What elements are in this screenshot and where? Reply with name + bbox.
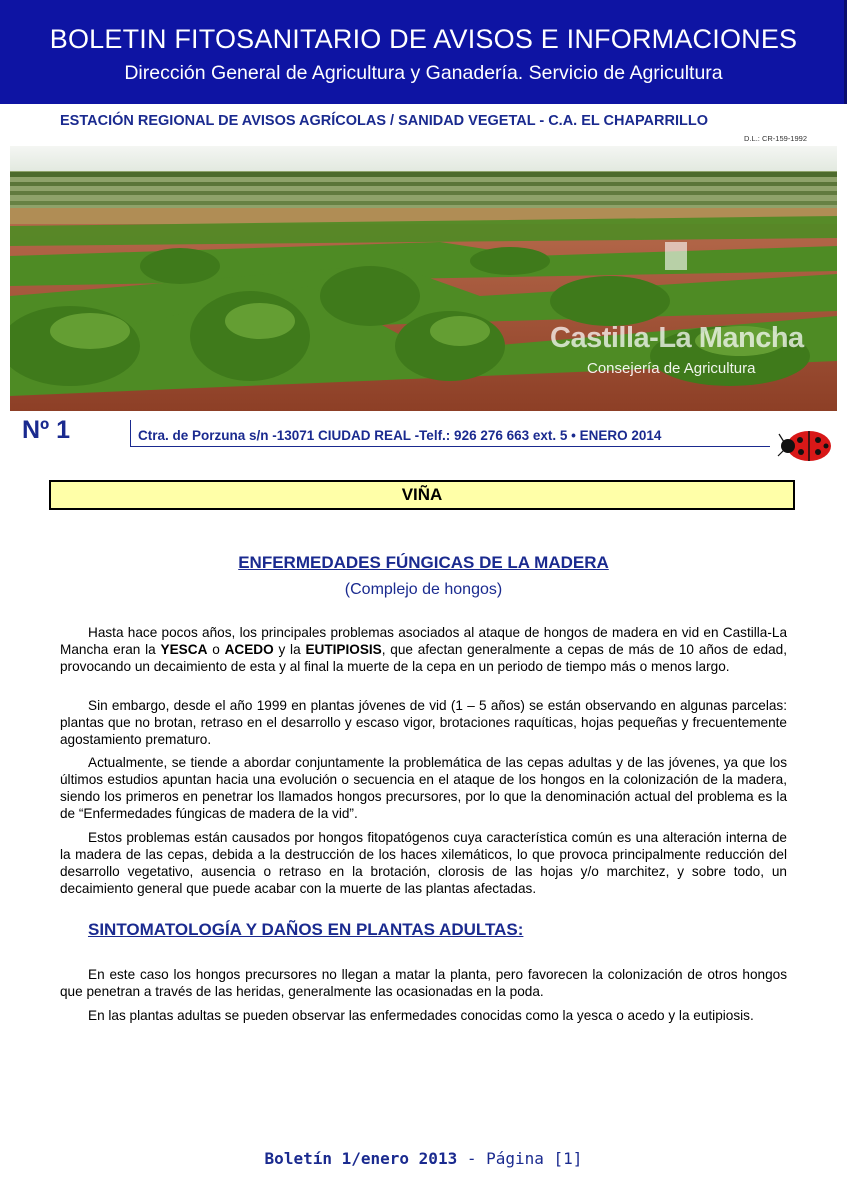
issue-number: Nº 1 [22, 416, 71, 444]
p6-text: En las plantas adultas se pueden observar las enfermedades conocidas como la yesca o acedo y la eutipiosis. [88, 1008, 754, 1023]
p3-text: Actualmente, se tiende a abordar conjuntamente la problemática de las cepas adultas y de las jóvenes, ya que los últimos estudios apuntan hacia una evolución o secuencia en el ataque de los hongos en la colonización de la madera, siendo los primeros en penetrar los llamados hongos precursores, por lo que la denominación actual del problema es la de “Enfermedades fúngicas de madera de la vid”. [60, 755, 787, 821]
section-heading-symptoms: SINTOMATOLOGÍA Y DAÑOS EN PLANTAS ADULTAS: [88, 920, 524, 939]
p1-text-a: Hasta hace pocos años, los principales problemas asociados al ataque de hongos de madera en vid en Castilla-La Mancha eran la [60, 625, 787, 657]
ladybug-icon [776, 422, 836, 466]
article-title-text: ENFERMEDADES FÚNGICAS DE LA MADERA [238, 553, 609, 572]
footer-page: - Página [1] [457, 1149, 583, 1168]
p1-text-d: y la [273, 642, 306, 657]
article-title [0, 553, 847, 573]
brand-subtitle: Consejería de Agricultura [587, 360, 756, 377]
page-footer [0, 1149, 847, 1168]
p1-bold-yesca: YESCA [160, 642, 208, 657]
p1-bold-eutipiosis: EUTIPIOSIS [305, 642, 382, 657]
bulletin-subtitle: Dirección General de Agricultura y Ganadería. Servicio de Agricultura [124, 62, 723, 84]
section-label: VIÑA [401, 485, 443, 504]
p4-text: Estos problemas están causados por hongos fitopatógenos cuya característica común es una alteración interna de la madera de las cepas, debida a la destrucción de los haces xilemáticos, lo que provoca principalmente reducción del desarrollo vegetativo, ausencia o retraso en la brotación, clorosis de las hojas y/o marchitez, y sobre todo, un decaimiento general que puede acabar con la muerte de las plantas afectadas. [60, 830, 787, 896]
p5-text: En este caso los hongos precursores no llegan a matar la planta, pero favorecen la colonización de otros hongos que penetran a través de las heridas, generalmente las ocasionadas en la poda. [60, 967, 787, 999]
p1-text-c: o [207, 642, 225, 657]
article-subtitle: (Complejo de hongos) [344, 581, 503, 598]
paragraph-1 [60, 624, 787, 675]
address-line: Ctra. de Porzuna s/n -13071 CIUDAD REAL -Telf.: 926 276 663 ext. 5 • ENERO 2014 [138, 428, 662, 443]
paragraph-4 [60, 829, 787, 897]
station-name: ESTACIÓN REGIONAL DE AVISOS AGRÍCOLAS / SANIDAD VEGETAL - C.A. EL CHAPARRILLO [60, 113, 708, 129]
paragraph-6 [60, 1007, 787, 1024]
p1-text-e: , que afectan generalmente a cepas de más de 10 años de edad, provocando un decaimiento de esta y al final la muerte de la cepa en un periodo de tiempo más o menos largo. [60, 642, 787, 674]
info-underline [130, 446, 770, 447]
info-divider [130, 420, 131, 446]
brand-watermark: Castilla-La Mancha [550, 322, 804, 354]
bulletin-title: BOLETIN FITOSANITARIO DE AVISOS E INFORMACIONES [49, 24, 798, 54]
section-header [49, 480, 795, 510]
footer-issue: Boletín 1/enero 2013 [264, 1149, 458, 1168]
paragraph-3 [60, 754, 787, 822]
legal-deposit: D.L.: CR-159-1992 [744, 134, 807, 143]
p2-text: Sin embargo, desde el año 1999 en plantas jóvenes de vid (1 – 5 años) se están observando en algunas parcelas: plantas que no brotan, retraso en el desarrollo y escaso vigor, brotaciones raquíticas, hojas pequeñas y frecuentemente agostamiento prematuro. [60, 698, 787, 747]
paragraph-5 [60, 966, 787, 1000]
header-banner [0, 0, 847, 104]
p1-bold-acedo: ACEDO [224, 642, 274, 657]
paragraph-2 [60, 697, 787, 748]
